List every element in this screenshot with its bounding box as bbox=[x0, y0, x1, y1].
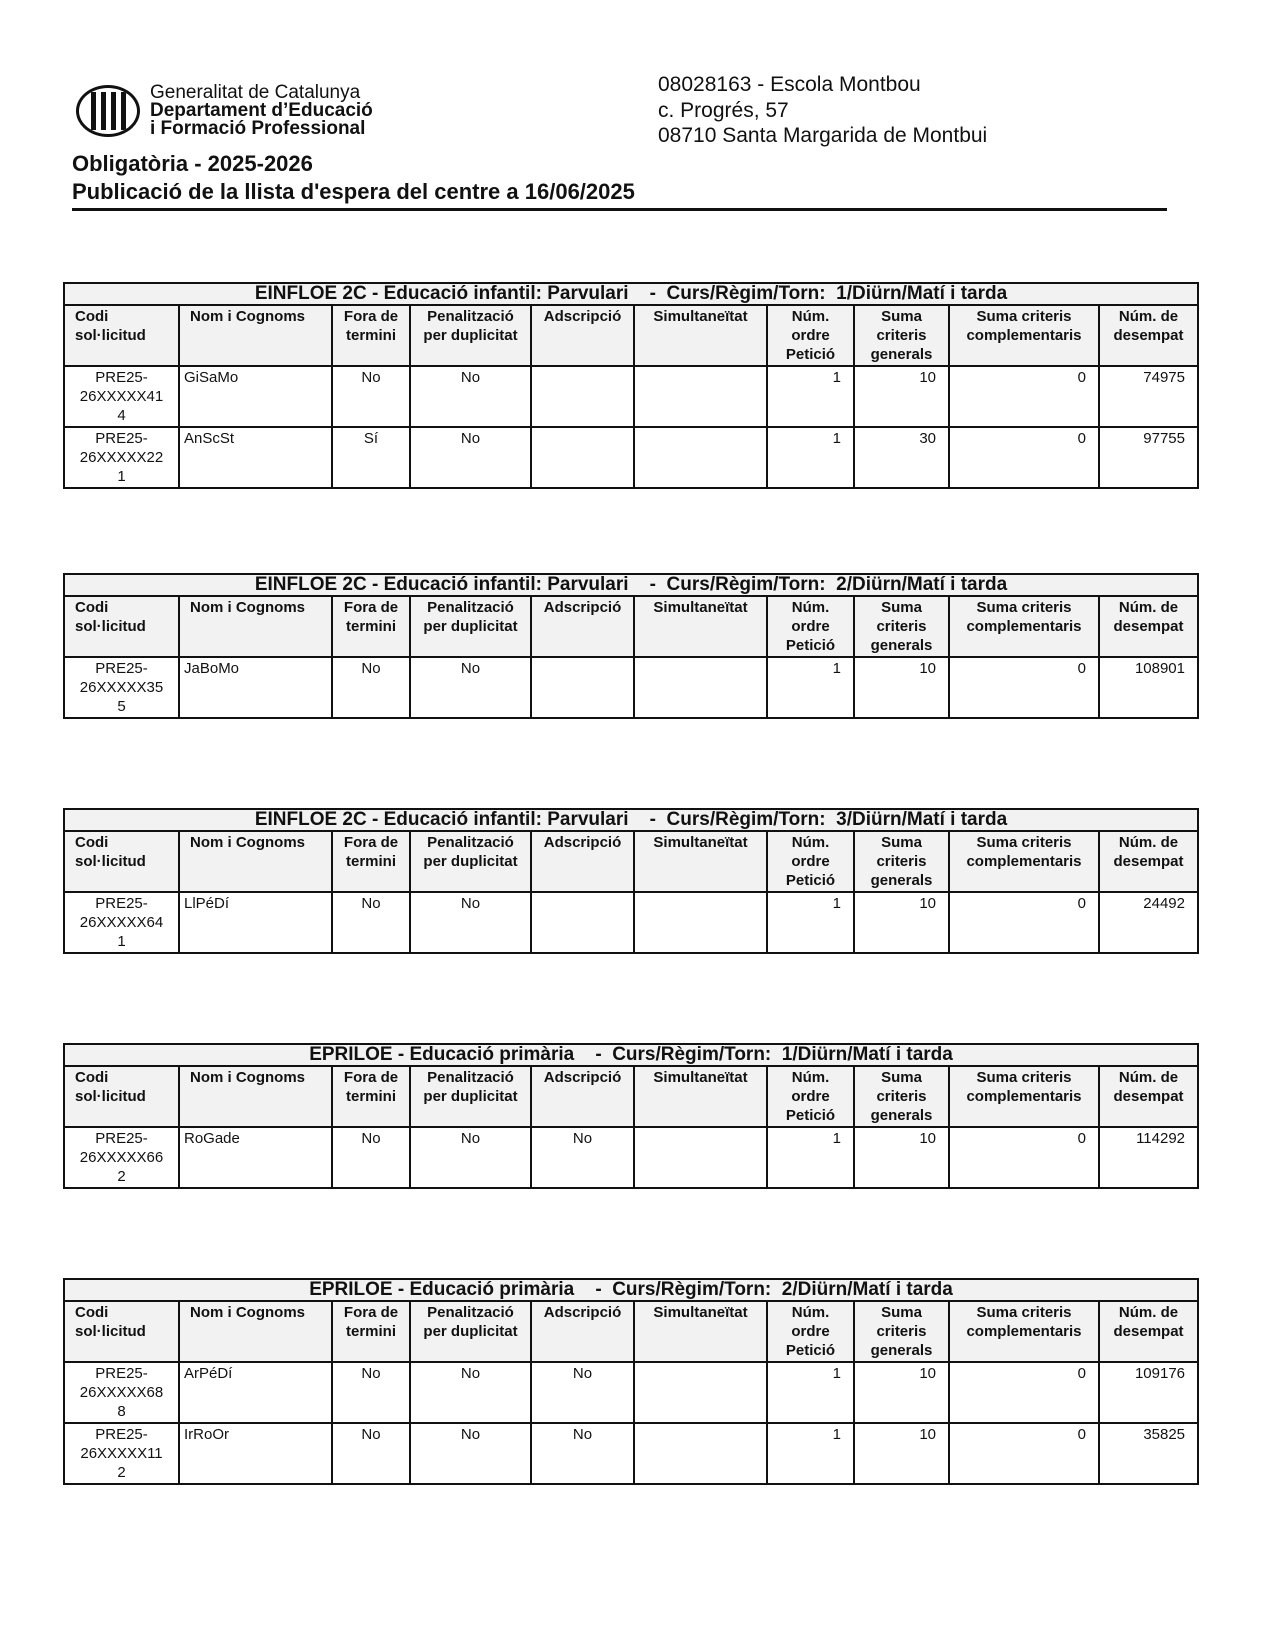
column-header: Núm. ordre Petició bbox=[767, 596, 854, 657]
logo-line-3: i Formació Professional bbox=[150, 118, 366, 139]
table-cell: AnScSt bbox=[179, 427, 332, 488]
column-header: Simultaneïtat bbox=[634, 831, 767, 892]
table-cell: 1 bbox=[767, 1362, 854, 1423]
table-cell: 0 bbox=[949, 427, 1099, 488]
table-cell: 10 bbox=[854, 657, 949, 718]
table-cell bbox=[531, 427, 634, 488]
catalonia-crest-icon bbox=[76, 85, 140, 137]
table-cell: PRE25-26XXXXX355 bbox=[64, 657, 179, 718]
table-cell: 0 bbox=[949, 1423, 1099, 1484]
table-cell: 10 bbox=[854, 892, 949, 953]
table-cell: No bbox=[332, 657, 410, 718]
table-cell: 10 bbox=[854, 366, 949, 427]
table-cell: 97755 bbox=[1099, 427, 1198, 488]
table-cell: PRE25-26XXXXX662 bbox=[64, 1127, 179, 1188]
column-header: Penalització per duplicitat bbox=[410, 305, 531, 366]
school-street: c. Progrés, 57 bbox=[658, 98, 789, 122]
table-row bbox=[64, 366, 1198, 427]
table-cell bbox=[634, 657, 767, 718]
column-header: Codi sol·licitud bbox=[64, 305, 179, 366]
table-cell: 35825 bbox=[1099, 1423, 1198, 1484]
table-cell: 108901 bbox=[1099, 657, 1198, 718]
column-header: Suma criteris complementaris bbox=[949, 1301, 1099, 1362]
column-header: Núm. ordre Petició bbox=[767, 305, 854, 366]
column-header: Adscripció bbox=[531, 1066, 634, 1127]
generalitat-logo bbox=[76, 84, 373, 138]
table-cell: IrRoOr bbox=[179, 1423, 332, 1484]
table-row bbox=[64, 1423, 1198, 1484]
column-header: Suma criteris complementaris bbox=[949, 831, 1099, 892]
table-cell: 0 bbox=[949, 657, 1099, 718]
waitlist-table bbox=[63, 1278, 1199, 1485]
table-cell: No bbox=[410, 427, 531, 488]
column-header: Núm. ordre Petició bbox=[767, 1301, 854, 1362]
table-cell: 1 bbox=[767, 892, 854, 953]
waitlist-table bbox=[63, 808, 1199, 954]
column-header: Nom i Cognoms bbox=[179, 831, 332, 892]
table-cell: No bbox=[332, 1362, 410, 1423]
table-cell: 10 bbox=[854, 1423, 949, 1484]
column-header: Fora de termini bbox=[332, 596, 410, 657]
column-header: Núm. ordre Petició bbox=[767, 1066, 854, 1127]
column-header: Núm. de desempat bbox=[1099, 1301, 1198, 1362]
school-name: 08028163 - Escola Montbou bbox=[658, 73, 921, 96]
table-cell: 10 bbox=[854, 1362, 949, 1423]
column-header: Suma criteris generals bbox=[854, 305, 949, 366]
table-row bbox=[64, 892, 1198, 953]
table-cell bbox=[634, 427, 767, 488]
column-header: Núm. de desempat bbox=[1099, 831, 1198, 892]
column-header: Nom i Cognoms bbox=[179, 1066, 332, 1127]
table-cell: No bbox=[410, 1423, 531, 1484]
table-row bbox=[64, 1362, 1198, 1423]
table-cell: Sí bbox=[332, 427, 410, 488]
table-cell: No bbox=[410, 657, 531, 718]
table-cell: No bbox=[531, 1127, 634, 1188]
table-cell: No bbox=[410, 892, 531, 953]
table-cell: PRE25-26XXXXX641 bbox=[64, 892, 179, 953]
column-header: Fora de termini bbox=[332, 305, 410, 366]
table-cell: JaBoMo bbox=[179, 657, 332, 718]
table-cell: 1 bbox=[767, 1423, 854, 1484]
table-cell bbox=[531, 366, 634, 427]
column-header: Adscripció bbox=[531, 831, 634, 892]
table-cell: 74975 bbox=[1099, 366, 1198, 427]
school-address bbox=[658, 72, 987, 149]
table-cell: GiSaMo bbox=[179, 366, 332, 427]
table-cell bbox=[634, 1362, 767, 1423]
column-header: Adscripció bbox=[531, 305, 634, 366]
column-header: Suma criteris complementaris bbox=[949, 596, 1099, 657]
column-header: Suma criteris generals bbox=[854, 831, 949, 892]
column-header: Núm. de desempat bbox=[1099, 305, 1198, 366]
table-cell: 0 bbox=[949, 1127, 1099, 1188]
table-cell: 0 bbox=[949, 892, 1099, 953]
column-header: Penalització per duplicitat bbox=[410, 831, 531, 892]
column-header: Nom i Cognoms bbox=[179, 1301, 332, 1362]
table-cell: 1 bbox=[767, 657, 854, 718]
table-cell: No bbox=[531, 1362, 634, 1423]
column-header: Núm. ordre Petició bbox=[767, 831, 854, 892]
table-cell: No bbox=[332, 1423, 410, 1484]
column-header: Fora de termini bbox=[332, 1301, 410, 1362]
table-row bbox=[64, 427, 1198, 488]
table-row bbox=[64, 657, 1198, 718]
column-header: Núm. de desempat bbox=[1099, 596, 1198, 657]
column-header: Suma criteris generals bbox=[854, 1066, 949, 1127]
table-cell bbox=[634, 1127, 767, 1188]
table-cell: No bbox=[410, 366, 531, 427]
table-cell: 1 bbox=[767, 366, 854, 427]
table-cell: 1 bbox=[767, 427, 854, 488]
column-header: Fora de termini bbox=[332, 1066, 410, 1127]
column-header: Suma criteris complementaris bbox=[949, 1066, 1099, 1127]
table-cell bbox=[634, 892, 767, 953]
column-header: Suma criteris generals bbox=[854, 1301, 949, 1362]
table-cell: PRE25-26XXXXX688 bbox=[64, 1362, 179, 1423]
table-cell: 0 bbox=[949, 1362, 1099, 1423]
table-cell: PRE25-26XXXXX112 bbox=[64, 1423, 179, 1484]
table-cell: 1 bbox=[767, 1127, 854, 1188]
table-cell: 109176 bbox=[1099, 1362, 1198, 1423]
table-cell: PRE25-26XXXXX414 bbox=[64, 366, 179, 427]
column-header: Simultaneïtat bbox=[634, 305, 767, 366]
table-cell: 114292 bbox=[1099, 1127, 1198, 1188]
table-cell: No bbox=[332, 892, 410, 953]
table-cell: PRE25-26XXXXX221 bbox=[64, 427, 179, 488]
table-cell bbox=[531, 657, 634, 718]
table-cell: No bbox=[410, 1362, 531, 1423]
table-cell bbox=[531, 892, 634, 953]
column-header: Adscripció bbox=[531, 596, 634, 657]
table-cell bbox=[634, 1423, 767, 1484]
column-header: Simultaneïtat bbox=[634, 596, 767, 657]
column-header: Suma criteris generals bbox=[854, 596, 949, 657]
column-header: Suma criteris complementaris bbox=[949, 305, 1099, 366]
column-header: Codi sol·licitud bbox=[64, 1301, 179, 1362]
column-header: Nom i Cognoms bbox=[179, 305, 332, 366]
table-cell: LlPéDí bbox=[179, 892, 332, 953]
column-header: Núm. de desempat bbox=[1099, 1066, 1198, 1127]
logo-line-2: Departament d’Educació bbox=[150, 100, 373, 121]
column-header: Penalització per duplicitat bbox=[410, 1066, 531, 1127]
table-cell: ArPéDí bbox=[179, 1362, 332, 1423]
table-caption: EPRILOE - Educació primària - Curs/Règim/Torn: 2/Diürn/Matí i tarda bbox=[64, 1279, 1198, 1301]
table-caption: EINFLOE 2C - Educació infantil: Parvulari - Curs/Règim/Torn: 1/Diürn/Matí i tarda bbox=[64, 283, 1198, 305]
waitlist-table bbox=[63, 1043, 1199, 1189]
column-header: Codi sol·licitud bbox=[64, 1066, 179, 1127]
title-line-1: Obligatòria - 2025-2026 bbox=[72, 151, 313, 176]
table-cell: No bbox=[410, 1127, 531, 1188]
table-caption: EINFLOE 2C - Educació infantil: Parvulari - Curs/Règim/Torn: 3/Diürn/Matí i tarda bbox=[64, 809, 1198, 831]
logo-line-1: Generalitat de Catalunya bbox=[150, 82, 361, 103]
document-title bbox=[72, 150, 1167, 211]
title-line-2: Publicació de la llista d'espera del centre a 16/06/2025 bbox=[72, 179, 635, 204]
table-caption: EPRILOE - Educació primària - Curs/Règim/Torn: 1/Diürn/Matí i tarda bbox=[64, 1044, 1198, 1066]
table-cell: 0 bbox=[949, 366, 1099, 427]
school-city: 08710 Santa Margarida de Montbui bbox=[658, 124, 988, 147]
table-cell: No bbox=[332, 1127, 410, 1188]
column-header: Codi sol·licitud bbox=[64, 831, 179, 892]
table-cell: No bbox=[531, 1423, 634, 1484]
column-header: Codi sol·licitud bbox=[64, 596, 179, 657]
table-cell: RoGade bbox=[179, 1127, 332, 1188]
table-cell: 10 bbox=[854, 1127, 949, 1188]
column-header: Fora de termini bbox=[332, 831, 410, 892]
column-header: Penalització per duplicitat bbox=[410, 1301, 531, 1362]
column-header: Adscripció bbox=[531, 1301, 634, 1362]
column-header: Simultaneïtat bbox=[634, 1066, 767, 1127]
column-header: Nom i Cognoms bbox=[179, 596, 332, 657]
table-cell: No bbox=[332, 366, 410, 427]
table-caption: EINFLOE 2C - Educació infantil: Parvulari - Curs/Règim/Torn: 2/Diürn/Matí i tarda bbox=[64, 574, 1198, 596]
table-cell bbox=[634, 366, 767, 427]
waitlist-table bbox=[63, 573, 1199, 719]
column-header: Simultaneïtat bbox=[634, 1301, 767, 1362]
column-header: Penalització per duplicitat bbox=[410, 596, 531, 657]
table-cell: 30 bbox=[854, 427, 949, 488]
table-row bbox=[64, 1127, 1198, 1188]
table-cell: 24492 bbox=[1099, 892, 1198, 953]
waitlist-table bbox=[63, 282, 1199, 489]
